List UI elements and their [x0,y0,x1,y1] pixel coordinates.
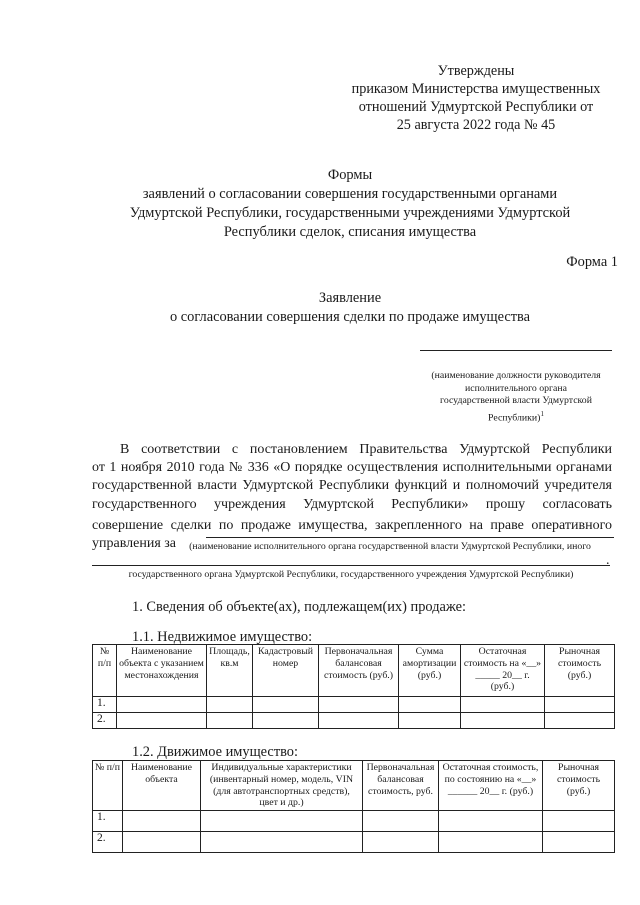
body-line: государственного учреждения Удмуртской Республики» прошу согласовать [92,496,612,512]
table-cell[interactable] [201,811,363,832]
body-line: от 1 ноября 2010 года № 336 «О порядке осуществления исполнительными органами [92,460,612,476]
table-header-cell: Наименование объекта с указанием местонахождения [117,645,207,697]
approval-line: отношений Удмуртской Республики от [358,99,594,115]
application-title-main: Заявление [318,290,382,306]
addressee-fill-line [420,350,612,351]
table-cell[interactable] [319,697,399,713]
table-cell[interactable] [363,811,439,832]
table-cell[interactable] [253,713,319,729]
institution-caption-2: государственного органа Удмуртской Республики, государственного учреждения Удмуртской Республики) [128,569,574,580]
table-row [93,832,615,853]
body-paragraph [92,441,612,514]
table-header-cell: Наименование объекта [123,761,201,811]
table-cell[interactable] [363,832,439,853]
forms-title-line: Удмуртской Республики, государственными учреждениями Удмуртской [129,205,571,221]
addressee-caption-line: Республики) [488,412,541,424]
table-header-cell: Кадастровый номер [253,645,319,697]
approval-line: приказом Министерства имущественных [351,81,601,97]
table-header-cell: № п/п [93,761,123,811]
institution-fill-line [206,537,614,538]
table-header-cell: Площадь, кв.м [207,645,253,697]
table-cell[interactable] [207,713,253,729]
table-cell[interactable] [123,832,201,853]
table-header-cell: Индивидуальные характеристики (инвентарный номер, модель, VIN (для автотранспортных средств), цвет и др.) [201,761,363,811]
forms-title [90,166,610,242]
row-number: 2. [93,832,123,853]
table-cell[interactable] [117,713,207,729]
table-cell[interactable] [123,811,201,832]
table-header-row [93,645,615,697]
table-row [93,811,615,832]
table-header-row [93,761,615,811]
table-cell[interactable] [461,697,545,713]
body-line: государственной власти Удмуртской Республики функций и полномочий учредителя [92,478,612,494]
body-line: управления за [92,536,176,551]
body-line: совершение сделки по продаже имущества, закрепленного на праве оперативного [92,518,612,533]
table-cell[interactable] [319,713,399,729]
form-number: Форма 1 [566,254,618,270]
addressee-caption-line: исполнительного органа [465,382,567,394]
sentence-end: . [606,553,610,568]
body-line: В соответствии с постановлением Правительства Удмуртской Республики [120,442,612,457]
row-number: 1. [93,697,117,713]
approval-line: Утверждены [437,63,515,79]
institution-fill-line-2 [92,565,610,566]
table-header-cell: № п/п [93,645,117,697]
table-cell[interactable] [545,697,615,713]
approval-line: 25 августа 2022 года № 45 [396,117,556,133]
table-header-cell: Остаточная стоимость, по состоянию на «__» ______ 20__ г. (руб.) [439,761,543,811]
application-title [110,289,590,327]
movable-property-table [92,760,615,853]
table-cell[interactable] [439,832,543,853]
row-number: 2. [93,713,117,729]
table-cell[interactable] [545,713,615,729]
table-header-cell: Сумма амортизации (руб.) [399,645,461,697]
addressee-caption-line: (наименование должности руководителя [431,370,601,381]
subsection-heading: 1.2. Движимое имущество: [132,744,298,760]
institution-caption: (наименование исполнительного органа государственной власти Удмуртской Республики, иного [189,541,591,552]
real-estate-table [92,644,615,729]
table-row [93,713,615,729]
table-cell[interactable] [207,697,253,713]
table-cell[interactable] [399,697,461,713]
table-cell[interactable] [543,832,615,853]
forms-title-line: Формы [327,167,373,183]
table-header-cell: Рыночная стоимость (руб.) [545,645,615,697]
application-subtitle: о согласовании совершения сделки по продаже имущества [169,309,531,325]
section-heading: 1. Сведения об объекте(ах), подлежащем(их) продаже: [132,599,467,615]
table-cell[interactable] [439,811,543,832]
table-header-cell: Остаточная стоимость на «__» _____ 20__ г. (руб.) [461,645,545,697]
approval-stamp [330,62,622,134]
row-number: 1. [93,811,123,832]
subsection-heading: 1.1. Недвижимое имущество: [132,629,313,645]
table-header-cell: Рыночная стоимость (руб.) [543,761,615,811]
addressee-caption [416,370,616,425]
table-cell[interactable] [117,697,207,713]
table-header-cell: Первоначальная балансовая стоимость (руб.) [319,645,399,697]
table-cell[interactable] [543,811,615,832]
table-header-cell: Первоначальная балансовая стоимость, руб. [363,761,439,811]
forms-title-line: заявлений о согласовании совершения государственными органами [142,186,558,202]
addressee-caption-line: государственной власти Удмуртской [440,395,592,407]
table-cell[interactable] [399,713,461,729]
forms-title-line: Республики сделок, списания имущества [223,224,477,240]
footnote-mark: 1 [540,409,544,418]
table-row [93,697,615,713]
table-cell[interactable] [253,697,319,713]
table-cell[interactable] [461,713,545,729]
table-cell[interactable] [201,832,363,853]
